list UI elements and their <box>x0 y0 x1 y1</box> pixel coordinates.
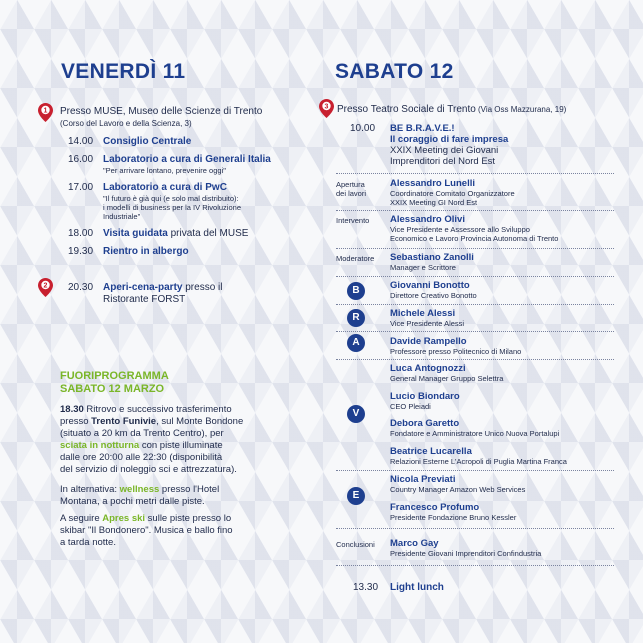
text: Ritrovo e successivo trasferimento <box>83 404 232 415</box>
label-line: dei lavori <box>336 189 367 198</box>
pin-number: 2 <box>43 282 48 290</box>
speaker-role: Presidente Giovani Imprenditori Confindustria <box>390 549 542 558</box>
row-body <box>390 214 614 243</box>
letter-badge-a: A <box>347 334 365 352</box>
time-18: 18.00 <box>68 228 94 239</box>
speaker-role: Economico e Lavoro Provincia Autonoma di Trento <box>390 234 559 243</box>
divider <box>336 359 614 360</box>
text: con piste illuminate <box>139 440 223 451</box>
label-line: Apertura <box>336 180 365 189</box>
speaker-name: Francesco Profumo <box>390 502 480 513</box>
event-title: Laboratorio a cura di PwC <box>103 182 227 193</box>
speaker-name: Luca Antognozzi <box>390 363 466 374</box>
pin-number: 3 <box>324 103 329 111</box>
text-green: sciata in notturna <box>60 440 140 451</box>
letter-badge-r: R <box>347 309 365 327</box>
moderatore-row <box>336 252 614 274</box>
opening-body <box>390 123 614 167</box>
speaker-name: Alessandro Olivi <box>390 214 465 225</box>
event-pwc <box>103 182 303 221</box>
speaker-role: CEO Pleiadi <box>390 402 431 411</box>
day-title-sabato: SABATO 12 <box>335 60 454 83</box>
row-label: Moderatore <box>336 254 375 263</box>
event-subtitle: Il coraggio di fare impresa <box>390 134 509 145</box>
fuori-title-line1: FUORIPROGRAMMA <box>60 370 169 382</box>
letter-badge-v: V <box>347 405 365 423</box>
speaker-antognozzi <box>390 363 614 383</box>
event-apericena <box>103 282 303 306</box>
text-green: wellness <box>119 484 160 495</box>
event-rest: presso il <box>182 282 223 293</box>
conclusioni-row <box>336 538 614 562</box>
fuori-paragraph-1 <box>60 404 315 476</box>
event-line: XXIX Meeting dei Giovani <box>390 145 499 156</box>
time-10: 10.00 <box>350 123 376 134</box>
divider <box>336 210 614 211</box>
speaker-role: Professore presso Politecnico di Milano <box>390 347 522 356</box>
text-green: Apres ski <box>102 513 146 524</box>
speaker-name: Michele Alessi <box>390 308 456 319</box>
text: presso <box>60 416 92 427</box>
speaker-role: Presidente Fondazione Bruno Kessler <box>390 513 517 522</box>
text: del servizio di noleggio sci e attrezzatura). <box>60 464 237 475</box>
event-title: Light lunch <box>390 582 444 593</box>
time-14: 14.00 <box>68 136 94 147</box>
letter-badge-e: E <box>347 487 365 505</box>
text: , sul Monte Bondone <box>156 416 244 427</box>
speaker-name: Davide Rampello <box>390 336 467 347</box>
text: A seguire <box>60 513 103 524</box>
apertura-row <box>336 178 614 208</box>
fuori-title <box>60 370 169 396</box>
fuori-paragraph-3 <box>60 513 315 549</box>
text: (situato a 20 km da Trento Centro), per <box>60 428 224 439</box>
event-visita <box>103 228 248 240</box>
speaker-role: XXIX Meeting GI Nord Est <box>390 198 478 207</box>
time-16: 16.00 <box>68 154 94 165</box>
row-body <box>390 252 614 272</box>
event-title: Consiglio Centrale <box>103 136 192 147</box>
event-subtitle-line1: "Il futuro è già qui (e solo mal distribuito): <box>103 194 239 203</box>
text-bold: Trento Funivie <box>91 416 157 427</box>
event-subtitle: "Per arrivare lontano, prevenire oggi" <box>103 166 226 175</box>
event-location: Ristorante FORST <box>103 294 186 305</box>
speaker-role: Direttore Creativo Bonotto <box>390 291 477 300</box>
row-body <box>390 178 614 207</box>
event-rientro <box>103 246 189 258</box>
speaker-biondaro <box>390 391 614 411</box>
text: a tarda notte. <box>60 537 116 548</box>
event-title: Aperi-cena-party <box>103 282 183 293</box>
text: dalle ore 20:00 alle 22:30 (disponibilità <box>60 452 223 463</box>
venue-muse <box>60 106 320 130</box>
text: skibar "Il Bondonero". Musica e ballo fino <box>60 525 233 536</box>
speaker-role: Vice Presidente e Assessore allo Sviluppo <box>390 225 530 234</box>
speaker-garetto <box>390 418 614 438</box>
speaker-rampello <box>390 336 614 356</box>
event-lunch <box>390 582 444 594</box>
event-consiglio <box>103 136 191 148</box>
speaker-role: Coordinatore Comitato Organizzatore <box>390 189 515 198</box>
speaker-name: Alessandro Lunelli <box>390 178 475 189</box>
pin-number: 1 <box>43 107 48 115</box>
event-subtitle-line3: Industriale" <box>103 212 141 221</box>
map-pin-icon <box>38 278 53 297</box>
speaker-previati <box>390 474 614 494</box>
time-1330: 13.30 <box>353 582 379 593</box>
speaker-role: Country Manager Amazon Web Services <box>390 485 526 494</box>
map-pin-icon <box>38 103 53 122</box>
venue-address: (Via Oss Mazzurana, 19) <box>475 105 567 114</box>
divider <box>336 173 614 174</box>
event-title: BE B.R.A.V.E.! <box>390 123 455 134</box>
divider <box>336 331 614 332</box>
speaker-role: General Manager Gruppo Selettra <box>390 374 504 383</box>
event-title: Visita guidata <box>103 228 168 239</box>
event-subtitle-line2: i modelli di business per la IV Rivoluzione <box>103 203 241 212</box>
text: Montana, a pochi metri dalle piste. <box>60 496 205 507</box>
text: sulle piste presso lo <box>145 513 232 524</box>
speaker-lucarella <box>390 446 614 466</box>
divider <box>336 470 614 471</box>
event-title: Laboratorio a cura di Generali Italia <box>103 154 271 165</box>
event-generali <box>103 154 303 175</box>
divider <box>336 248 614 249</box>
text: In alternativa: <box>60 484 120 495</box>
fuori-paragraph-2 <box>60 484 315 508</box>
opening-row <box>336 123 614 171</box>
event-rest: privata del MUSE <box>167 228 249 239</box>
row-label <box>336 180 386 198</box>
time-17: 17.00 <box>68 182 94 193</box>
speaker-name: Marco Gay <box>390 538 439 549</box>
event-line: Imprenditori del Nord Est <box>390 156 496 167</box>
speaker-name: Nicola Previati <box>390 474 456 485</box>
speaker-role: Vice Presidente Alessi <box>390 319 465 328</box>
row-label: Intervento <box>336 216 370 225</box>
speaker-name: Beatrice Lucarella <box>390 446 472 457</box>
time-1930: 19.30 <box>68 246 94 257</box>
row-label: Conclusioni <box>336 540 375 549</box>
letter-badge-b: B <box>347 282 365 300</box>
speaker-role: Relazioni Esterne L'Acropoli di Puglia Martina Franca <box>390 457 567 466</box>
speaker-name: Sebastiano Zanolli <box>390 252 474 263</box>
venue-name: Presso MUSE, Museo delle Scienze di Trento <box>60 106 263 117</box>
fuori-time: 18.30 <box>60 404 84 415</box>
divider <box>336 528 614 529</box>
time-2030: 20.30 <box>68 282 94 293</box>
speaker-name: Giovanni Bonotto <box>390 280 470 291</box>
intervento-row <box>336 214 614 246</box>
map-pin-icon <box>319 99 334 118</box>
event-title: Rientro in albergo <box>103 246 189 257</box>
speaker-name: Lucio Biondaro <box>390 391 460 402</box>
divider <box>336 565 614 566</box>
day-title-venerdi: VENERDÌ 11 <box>61 60 186 83</box>
speaker-profumo <box>390 502 614 522</box>
fuori-title-line2: SABATO 12 MARZO <box>60 383 165 395</box>
speaker-name: Debora Garetto <box>390 418 460 429</box>
divider <box>336 276 614 277</box>
speaker-alessi <box>390 308 614 328</box>
venue-name: Presso Teatro Sociale di Trento <box>337 104 476 115</box>
speaker-role: Fondatore e Amministratore Unico Nuova Portalupi <box>390 429 560 438</box>
divider <box>336 304 614 305</box>
speaker-bonotto <box>390 280 614 300</box>
venue-teatro <box>337 104 627 116</box>
text: presso l'Hotel <box>159 484 220 495</box>
speaker-role: Manager e Scrittore <box>390 263 456 272</box>
row-body <box>390 538 614 558</box>
venue-address: (Corso del Lavoro e della Scienza, 3) <box>60 119 192 128</box>
